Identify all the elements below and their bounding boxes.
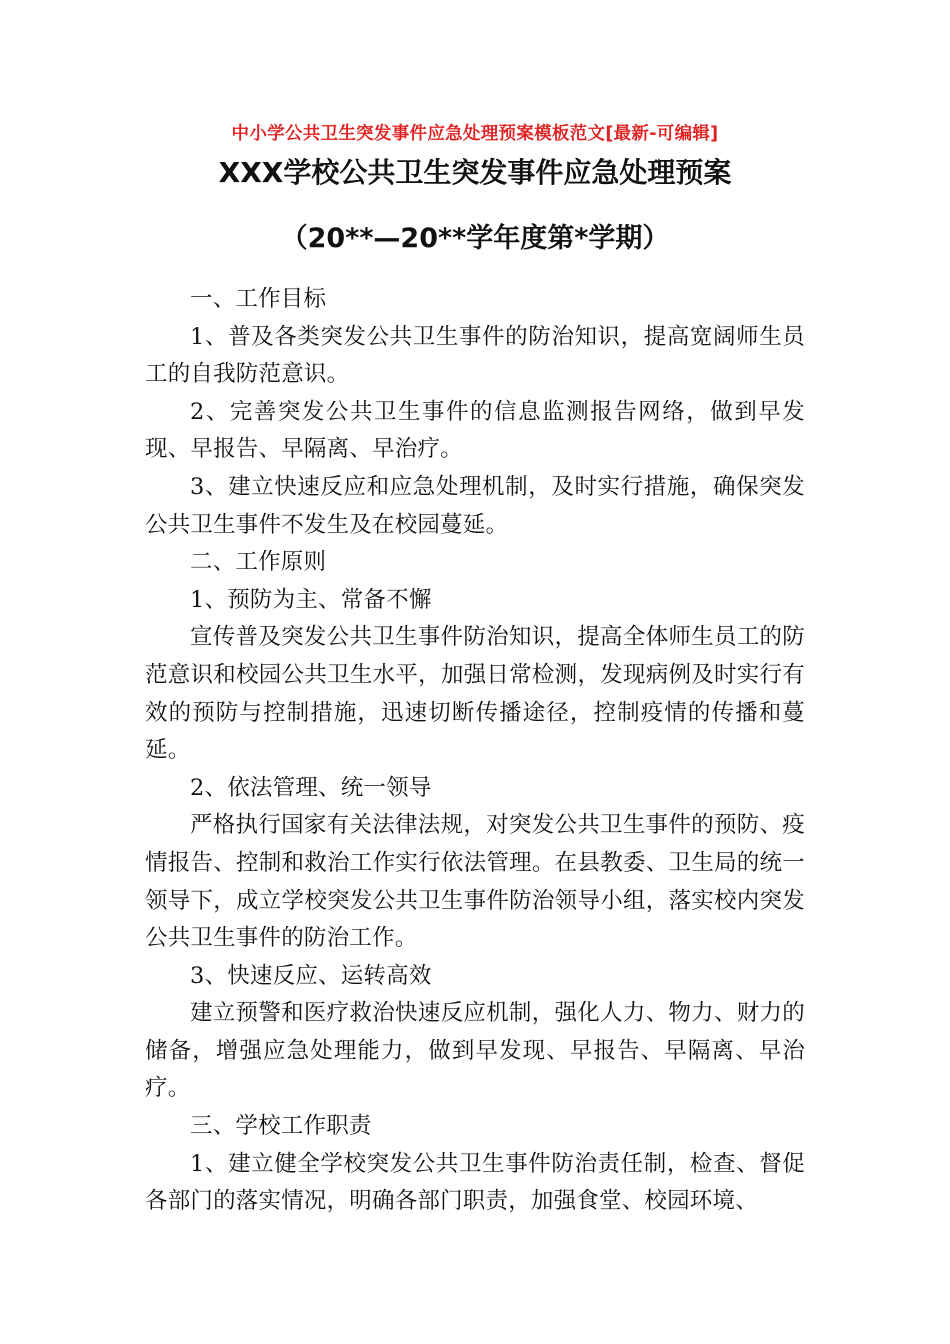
paragraph: 严格执行国家有关法律法规，对突发公共卫生事件的预防、疫情报告、控制和救治工作实行依法管理。在县教委、卫生局的统一领导下，成立学校突发公共卫生事件防治领导小组，落实校内突发公共卫生事件的防治工作。	[145, 812, 805, 952]
subheading: 3、快速反应、运转高效	[190, 962, 432, 989]
document-main-title: XXX学校公共卫生突发事件应急处理预案	[218, 156, 732, 189]
paragraph: 1、建立健全学校突发公共卫生事件防治责任制，检查、督促各部门的落实情况，明确各部门职责，加强食堂、校园环境、	[145, 1150, 805, 1215]
subheading: 2、依法管理、统一领导	[190, 774, 432, 801]
section-heading-goals: 一、工作目标	[190, 286, 327, 312]
paragraph: 1、普及各类突发公共卫生事件的防治知识，提高宽阔师生员工的自我防范意识。	[145, 323, 805, 388]
document-sub-title: （20**—20**学年度第*学期）	[280, 223, 670, 254]
paragraph: 建立预警和医疗救治快速反应机制，强化人力、物力、财力的储备，增强应急处理能力，做到早发现、早报告、早隔离、早治疗。	[145, 1000, 805, 1102]
section-heading-principles: 二、工作原则	[190, 549, 327, 576]
subheading: 1、预防为主、常备不懈	[190, 586, 432, 613]
paragraph: 宣传普及突发公共卫生事件防治知识，提高全体师生员工的防范意识和校园公共卫生水平，加强日常检测，发现病例及时实行有效的预防与控制措施，迅速切断传播途径，控制疫情的传播和蔓延。	[145, 624, 805, 764]
document-body	[145, 281, 805, 1221]
paragraph: 2、完善突发公共卫生事件的信息监测报告网络，做到早发现、早报告、早隔离、早治疗。	[145, 398, 805, 463]
document-top-title: 中小学公共卫生突发事件应急处理预案模板范文[最新-可编辑]	[231, 124, 719, 144]
paragraph: 3、建立快速反应和应急处理机制，及时实行措施，确保突发公共卫生事件不发生及在校园蔓延。	[145, 473, 805, 538]
section-heading-duties: 三、学校工作职责	[190, 1113, 372, 1140]
